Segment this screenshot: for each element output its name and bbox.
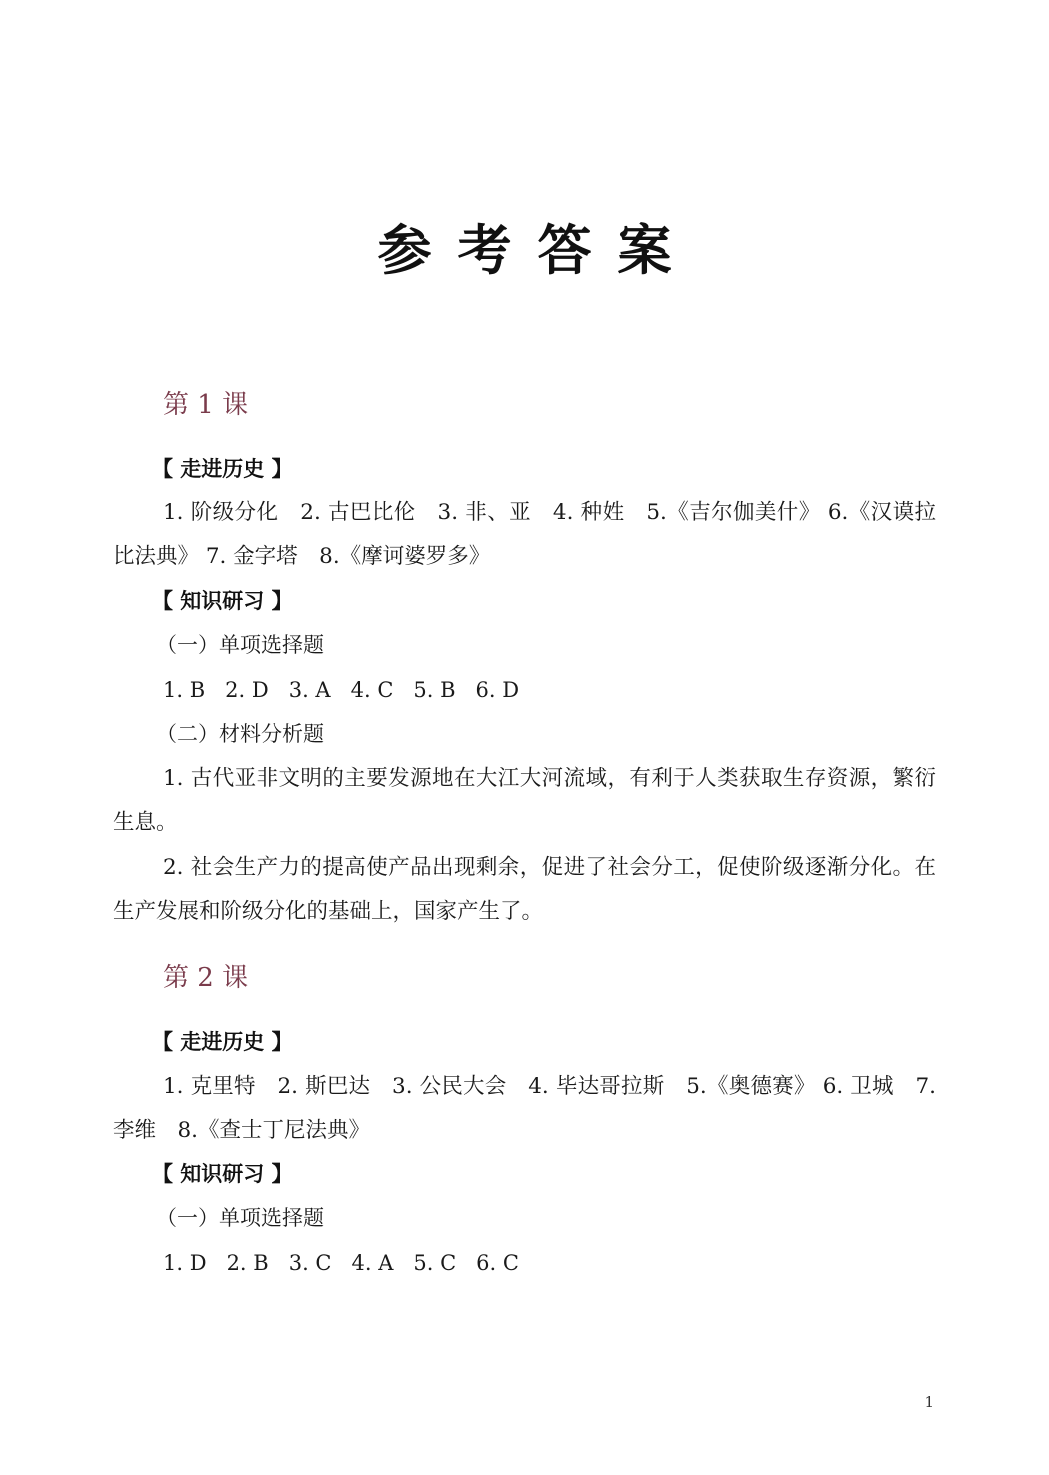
mc-answer: 2. B xyxy=(226,1251,269,1275)
lesson-1-analysis-label: （二）材料分析题 xyxy=(156,722,324,746)
lesson-1-mc-answers xyxy=(163,675,539,705)
mc-answer: 5. C xyxy=(413,1251,457,1275)
mc-answer: 3. A xyxy=(288,678,331,702)
lesson-1-mc-label: （一）单项选择题 xyxy=(156,633,324,657)
page-title: 参考答案 xyxy=(377,218,698,282)
page-number: 1 xyxy=(924,1393,934,1411)
lesson-2-study-label: 【 知识研习 】 xyxy=(152,1161,293,1186)
lesson-2-heading: 第 2 课 xyxy=(163,963,249,993)
mc-answer: 6. C xyxy=(476,1251,519,1275)
lesson-1-analysis-answer-2: 2. 社会生产力的提高使产品出现剩余，促进了社会分工，促使阶级逐渐分化。在生产发展和阶级分化的基础上，国家产生了。 xyxy=(113,855,936,924)
lesson-1-study-label: 【 知识研习 】 xyxy=(152,588,293,613)
mc-answer: 1. D xyxy=(163,1251,207,1275)
lesson-2-mc-answers xyxy=(163,1248,539,1278)
mc-answer: 6. D xyxy=(475,678,520,702)
lesson-1-intro-label: 【 走进历史 】 xyxy=(152,456,293,481)
mc-answer: 5. B xyxy=(413,678,456,702)
lesson-2-intro-label: 【 走进历史 】 xyxy=(152,1029,293,1054)
lesson-1-intro-answers: 1. 阶级分化 2. 古巴比伦 3. 非、亚 4. 种姓 5.《吉尔伽美什》 6.《汉谟拉比法典》 7. 金字塔 8.《摩诃婆罗多》 xyxy=(113,500,936,569)
lesson-1-analysis-answer-1: 1. 古代亚非文明的主要发源地在大江大河流域，有利于人类获取生存资源，繁衍生息。 xyxy=(113,766,936,835)
lesson-1-heading: 第 1 课 xyxy=(163,390,249,420)
mc-answer: 3. C xyxy=(288,1251,332,1275)
mc-answer: 2. D xyxy=(225,678,269,702)
mc-answer: 4. A xyxy=(351,1251,394,1275)
lesson-2-intro-answers: 1. 克里特 2. 斯巴达 3. 公民大会 4. 毕达哥拉斯 5.《奥德赛》 6. 卫城 7. 李维 8.《查士丁尼法典》 xyxy=(113,1074,936,1143)
mc-answer: 1. B xyxy=(163,678,206,702)
lesson-2-mc-label: （一）单项选择题 xyxy=(156,1206,324,1230)
mc-answer: 4. C xyxy=(350,678,394,702)
